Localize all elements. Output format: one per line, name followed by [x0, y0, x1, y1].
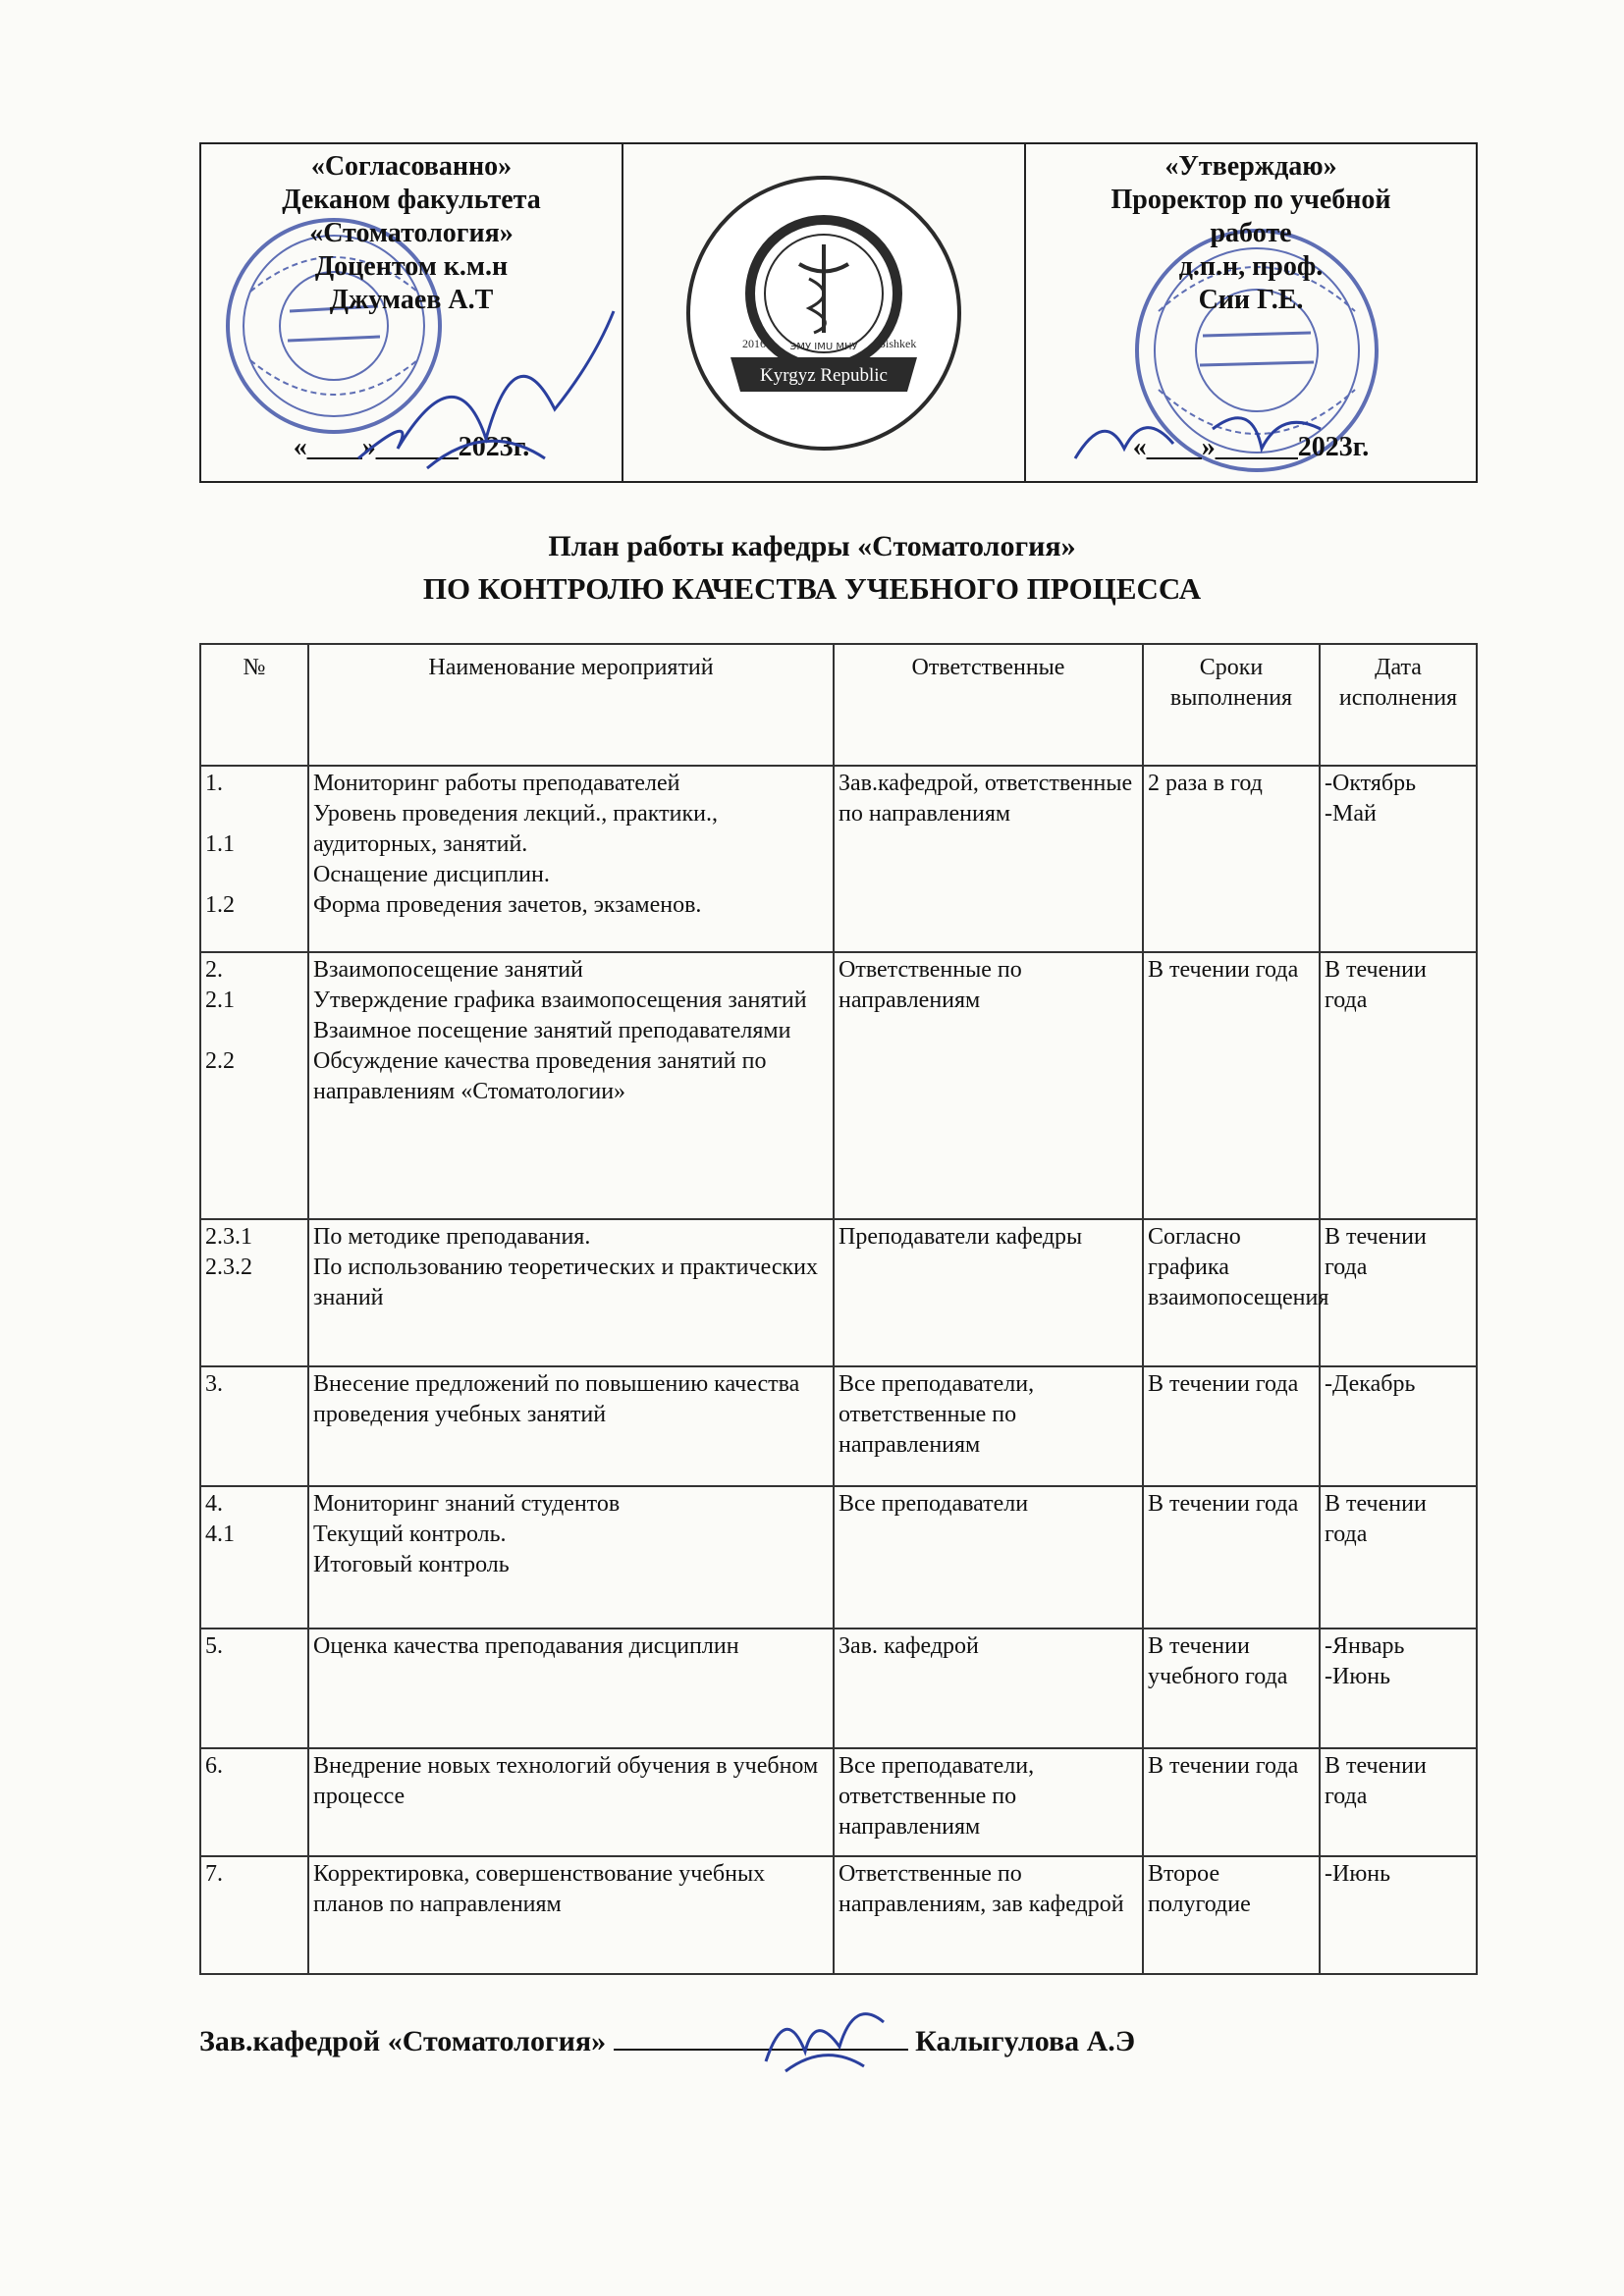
table-row	[200, 1629, 1477, 1748]
row-activity	[308, 1856, 834, 1974]
table-row	[200, 1748, 1477, 1856]
row-number	[200, 1748, 308, 1856]
row-execution-date	[1320, 766, 1477, 952]
row-activity-line: Оценка качества преподавания дисциплин	[313, 1633, 739, 1659]
approved-text	[1026, 144, 1476, 317]
row-activity-line: Корректировка, совершенствование учебных планов по направлениям	[313, 1861, 766, 1917]
logo-year: 2016	[742, 336, 766, 350]
row-number-line: 2.	[205, 957, 223, 983]
row-activity-line: Взаимопосещение занятий	[313, 957, 583, 983]
row-responsible: Все преподаватели, ответственные по направлениям	[834, 1366, 1143, 1486]
row-execution-date-line: -Май	[1325, 801, 1377, 827]
table-row	[200, 1219, 1477, 1366]
row-number	[200, 1856, 308, 1974]
row-activity-line: Внедрение новых технологий обучения в учебном процессе	[313, 1753, 819, 1809]
row-number-line: 2.3.1	[205, 1224, 252, 1250]
row-execution-date-line: В течении года	[1325, 1753, 1427, 1809]
row-responsible: Преподаватели кафедры	[834, 1219, 1143, 1366]
approved-line: Проректор по учебной	[1110, 185, 1391, 215]
logo-city: Bishkek	[878, 336, 917, 350]
row-number-line: 2.3.2	[205, 1255, 252, 1280]
row-term: В течении года	[1143, 1486, 1320, 1629]
agreed-line: «Стоматология»	[309, 218, 514, 248]
row-term: В течении года	[1143, 952, 1320, 1219]
approval-block	[199, 142, 1478, 483]
row-activity-line: Оснащение дисциплин.	[313, 862, 550, 887]
row-term: В течении учебного года	[1143, 1629, 1320, 1748]
row-term: В течении года	[1143, 1748, 1320, 1856]
row-execution-date-line: В течении года	[1325, 957, 1427, 1013]
row-activity-line: По использованию теоретических и практических знаний	[313, 1255, 818, 1310]
approved-date: «____»______2023г.	[1132, 432, 1370, 462]
row-activity	[308, 1486, 834, 1629]
row-responsible: Ответственные по направлениям, зав кафедрой	[834, 1856, 1143, 1974]
header-num: №	[200, 644, 308, 766]
row-activity-line: Утверждение графика взаимопосещения занятий Взаимное посещение занятий преподавателями	[313, 988, 807, 1043]
row-activity	[308, 1366, 834, 1486]
row-activity	[308, 766, 834, 952]
agreed-line: Джумаев А.Т	[329, 285, 494, 315]
row-execution-date-line: -Октябрь	[1325, 771, 1417, 796]
row-responsible: Все преподаватели	[834, 1486, 1143, 1629]
row-number-line: 2.1	[205, 988, 235, 1013]
row-activity-line: Итоговый контроль	[313, 1552, 510, 1577]
row-responsible: Ответственные по направлениям	[834, 952, 1143, 1219]
table-row	[200, 1486, 1477, 1629]
approved-line: Сии Г.Е.	[1198, 285, 1304, 315]
row-execution-date-line: -Январь	[1325, 1633, 1405, 1659]
table-row	[200, 952, 1477, 1219]
row-number-line: 1.1	[205, 831, 235, 857]
row-execution-date	[1320, 1629, 1477, 1748]
row-execution-date-line: -Декабрь	[1325, 1371, 1416, 1397]
footer	[199, 2025, 1135, 2058]
row-activity	[308, 1748, 834, 1856]
agreed-cell	[200, 143, 623, 482]
university-logo	[681, 171, 966, 455]
row-activity	[308, 1219, 834, 1366]
row-activity-line: Внесение предложений по повышению качества проведения учебных занятий	[313, 1371, 800, 1427]
plan-title: План работы кафедры «Стоматология»	[548, 530, 1076, 562]
approved-line: д.п.н, проф.	[1178, 251, 1324, 282]
rector-signature	[1065, 390, 1360, 478]
row-responsible: Зав. кафедрой	[834, 1629, 1143, 1748]
dean-signature	[339, 292, 633, 488]
row-number-line: 1.	[205, 771, 223, 796]
row-number-line: 4.	[205, 1491, 223, 1517]
row-responsible: Зав.кафедрой, ответственные по направлениям	[834, 766, 1143, 952]
row-number-line: 4.1	[205, 1522, 235, 1547]
logo-inner-text: ЭМУ IMU МНУ	[789, 341, 858, 352]
row-responsible: Все преподаватели, ответственные по направлениям	[834, 1748, 1143, 1856]
row-number	[200, 1486, 308, 1629]
header-resp: Ответственные	[834, 644, 1143, 766]
row-execution-date	[1320, 1856, 1477, 1974]
row-execution-date-line: В течении года	[1325, 1491, 1427, 1547]
row-number-line: 2.2	[205, 1048, 235, 1074]
row-activity-line: Уровень проведения лекций., практики., аудиторных, занятий.	[313, 801, 718, 857]
row-number-line: 5.	[205, 1633, 223, 1659]
row-number-line	[205, 860, 303, 890]
row-number-line: 3.	[205, 1371, 223, 1397]
plan-table-body	[200, 766, 1477, 1974]
row-term: Согласно графика взаимопосещения	[1143, 1219, 1320, 1366]
row-activity-line: Мониторинг работы преподавателей	[313, 771, 680, 796]
row-number-line	[205, 799, 303, 829]
header-name: Наименование мероприятий	[308, 644, 834, 766]
row-activity	[308, 1629, 834, 1748]
row-number	[200, 1366, 308, 1486]
plan-table	[199, 643, 1478, 1975]
footer-name: Калыгулова А.Э	[915, 2025, 1136, 2057]
row-term: Второе полугодие	[1143, 1856, 1320, 1974]
row-term: В течении года	[1143, 1366, 1320, 1486]
row-execution-date	[1320, 1748, 1477, 1856]
row-term: 2 раза в год	[1143, 766, 1320, 952]
row-execution-date	[1320, 1219, 1477, 1366]
row-activity-line: Обсуждение качества проведения занятий по направлениям «Стоматологии»	[313, 1048, 767, 1104]
row-number	[200, 1219, 308, 1366]
agreed-line: Доцентом к.м.н	[314, 251, 509, 282]
row-number	[200, 766, 308, 952]
row-activity-line: Форма проведения зачетов, экзаменов.	[313, 892, 702, 918]
agreed-line: «Согласованно»	[310, 151, 513, 182]
logo-country: Kyrgyz Republic	[760, 364, 888, 386]
row-number	[200, 1629, 308, 1748]
row-execution-date	[1320, 1486, 1477, 1629]
logo-cell	[623, 143, 1025, 482]
row-execution-date-line: В течении года	[1325, 1224, 1427, 1280]
head-signature	[746, 1993, 903, 2081]
footer-label: Зав.кафедрой «Стоматология»	[199, 2025, 607, 2057]
row-activity	[308, 952, 834, 1219]
table-row	[200, 766, 1477, 952]
agreed-line: Деканом факультета	[282, 185, 541, 215]
table-row	[200, 1856, 1477, 1974]
row-activity-line: Текущий контроль.	[313, 1522, 507, 1547]
approved-cell	[1025, 143, 1477, 482]
row-activity-line: Мониторинг знаний студентов	[313, 1491, 621, 1517]
row-number	[200, 952, 308, 1219]
agreed-date: «____»______2023г.	[293, 432, 530, 462]
row-activity-line: По методике преподавания.	[313, 1224, 591, 1250]
row-execution-date-line: -Июнь	[1325, 1861, 1391, 1887]
row-number-line: 6.	[205, 1753, 223, 1779]
table-header-row	[200, 644, 1477, 766]
row-number-line: 1.2	[205, 892, 235, 918]
row-execution-date	[1320, 1366, 1477, 1486]
row-execution-date	[1320, 952, 1477, 1219]
header-date: Дата исполнения	[1320, 644, 1477, 766]
row-execution-date-line: -Июнь	[1325, 1664, 1391, 1689]
header-term: Сроки выполнения	[1143, 644, 1320, 766]
row-number-line: 7.	[205, 1861, 223, 1887]
plan-subtitle: ПО КОНТРОЛЮ КАЧЕСТВА УЧЕБНОГО ПРОЦЕССА	[422, 571, 1202, 606]
table-row	[200, 1366, 1477, 1486]
row-number-line	[205, 1016, 303, 1046]
approved-line: работе	[1210, 218, 1292, 248]
approved-line: «Утверждаю»	[1164, 151, 1337, 182]
